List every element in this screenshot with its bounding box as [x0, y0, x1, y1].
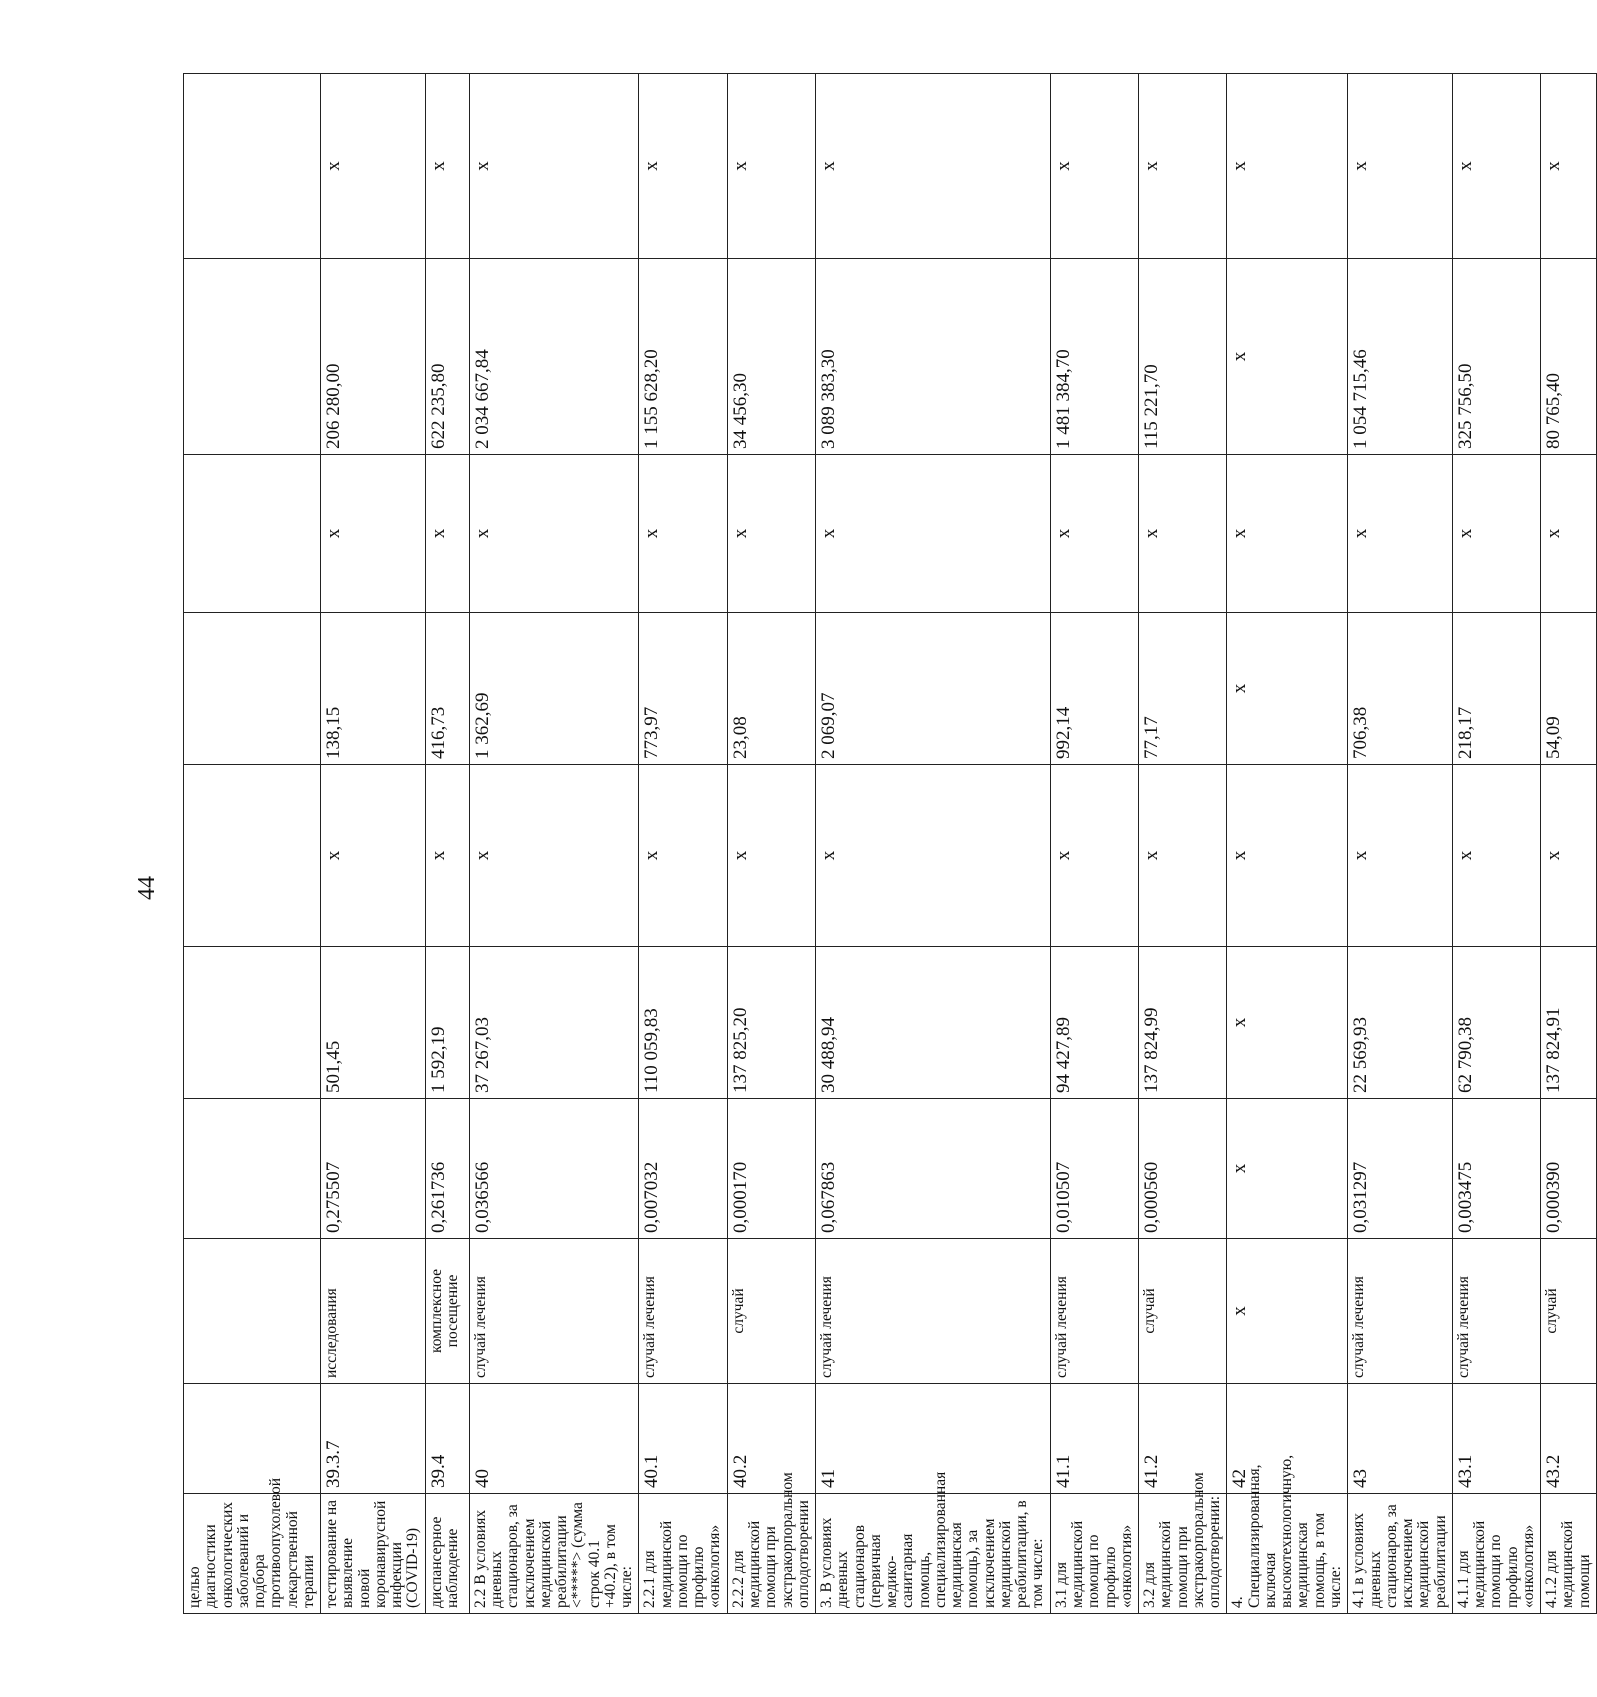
col-7-cell: х [1227, 613, 1348, 765]
col-9-cell: 80 765,40 [1541, 259, 1597, 455]
unit-cell [184, 1239, 321, 1384]
row-number-cell: 39.4 [425, 1384, 469, 1494]
col-9-cell: 3 089 383,30 [816, 259, 1051, 455]
table-row [184, 74, 321, 1614]
col-8-cell: х [1227, 455, 1348, 613]
col-9-cell: х [1227, 259, 1348, 455]
table-row [1227, 74, 1348, 1614]
unit-cell: случай лечения [469, 1239, 639, 1384]
col-8-cell: х [1452, 455, 1540, 613]
table-row [469, 74, 639, 1614]
row-name-cell: 4.1 в условиях дневных стационаров, за исключением медицинской реабилитации [1348, 1494, 1453, 1614]
col-10-cell: х [425, 74, 469, 259]
col-8-cell: х [1139, 455, 1227, 613]
col-8-cell: х [469, 455, 639, 613]
col-8-cell: х [1541, 455, 1597, 613]
col-8-cell: х [1348, 455, 1453, 613]
col-8-cell: х [321, 455, 426, 613]
unit-cell: исследования [321, 1239, 426, 1384]
col-7-cell: 992,14 [1050, 613, 1138, 765]
col-7-cell: 1 362,69 [469, 613, 639, 765]
cost-per-unit-cell: 22 569,93 [1348, 947, 1453, 1099]
col-6-cell: х [469, 765, 639, 947]
cost-per-unit-cell: 1 592,19 [425, 947, 469, 1099]
data-table [183, 73, 1597, 1614]
col-10-cell: х [1541, 74, 1597, 259]
row-number-cell [184, 1384, 321, 1494]
row-number-cell: 43.1 [1452, 1384, 1540, 1494]
cost-per-unit-cell: х [1227, 947, 1348, 1099]
page-number: 44 [134, 876, 160, 900]
col-7-cell: 54,09 [1541, 613, 1597, 765]
col-6-cell: х [727, 765, 815, 947]
col-9-cell: 1 054 715,46 [1348, 259, 1453, 455]
col-9-cell: 622 235,80 [425, 259, 469, 455]
row-name-cell: 4.1.2 для медицинской помощи [1541, 1494, 1597, 1614]
unit-cell: случай лечения [816, 1239, 1051, 1384]
row-name-cell: тестирование на выявление новой коронавирусной инфекции (COVID-19) [321, 1494, 426, 1614]
col-7-cell: 218,17 [1452, 613, 1540, 765]
row-number-cell: 41.2 [1139, 1384, 1227, 1494]
col-6-cell: х [639, 765, 727, 947]
standard-cell: 0,261736 [425, 1099, 469, 1239]
table-row [727, 74, 815, 1614]
row-name-cell: 4.1.1 для медицинской помощи по профилю «онкология» [1452, 1494, 1540, 1614]
table-row [1348, 74, 1453, 1614]
standard-cell [184, 1099, 321, 1239]
standard-cell: 0,000560 [1139, 1099, 1227, 1239]
standard-cell: 0,031297 [1348, 1099, 1453, 1239]
col-7-cell: 77,17 [1139, 613, 1227, 765]
table-row [1541, 74, 1597, 1614]
unit-cell: случай лечения [1452, 1239, 1540, 1384]
row-number-cell: 43.2 [1541, 1384, 1597, 1494]
col-8-cell: х [639, 455, 727, 613]
col-10-cell: х [469, 74, 639, 259]
col-9-cell: 115 221,70 [1139, 259, 1227, 455]
table-row [321, 74, 426, 1614]
row-number-cell: 42 [1227, 1384, 1348, 1494]
table-row [1050, 74, 1138, 1614]
cost-per-unit-cell: 137 824,91 [1541, 947, 1597, 1099]
row-number-cell: 43 [1348, 1384, 1453, 1494]
col-8-cell [184, 455, 321, 613]
row-number-cell: 40.2 [727, 1384, 815, 1494]
col-10-cell [184, 74, 321, 259]
cost-per-unit-cell [184, 947, 321, 1099]
cost-per-unit-cell: 110 059,83 [639, 947, 727, 1099]
col-7-cell: 138,15 [321, 613, 426, 765]
col-6-cell: х [1050, 765, 1138, 947]
col-9-cell: 1 155 628,20 [639, 259, 727, 455]
col-6-cell: х [425, 765, 469, 947]
col-10-cell: х [1452, 74, 1540, 259]
col-10-cell: х [1348, 74, 1453, 259]
col-9-cell: 325 756,50 [1452, 259, 1540, 455]
unit-cell: случай лечения [1348, 1239, 1453, 1384]
col-9-cell: 206 280,00 [321, 259, 426, 455]
col-6-cell: х [1348, 765, 1453, 947]
cost-per-unit-cell: 137 825,20 [727, 947, 815, 1099]
unit-cell: комплексное посещение [425, 1239, 469, 1384]
col-9-cell [184, 259, 321, 455]
standard-cell: 0,003475 [1452, 1099, 1540, 1239]
col-6-cell: х [321, 765, 426, 947]
row-name-cell: 3.1 для медицинской помощи по профилю «онкология» [1050, 1494, 1138, 1614]
table-row [639, 74, 727, 1614]
row-number-cell: 39.3.7 [321, 1384, 426, 1494]
standard-cell: 0,275507 [321, 1099, 426, 1239]
row-name-cell: 2.2 В условиях дневных стационаров, за исключением медицинской реабилитации <*****> (сумма строк 40.1 +40.2), в том числе: [469, 1494, 639, 1614]
table-row [816, 74, 1051, 1614]
col-6-cell: х [1452, 765, 1540, 947]
row-number-cell: 40.1 [639, 1384, 727, 1494]
col-9-cell: 1 481 384,70 [1050, 259, 1138, 455]
cost-per-unit-cell: 30 488,94 [816, 947, 1051, 1099]
col-10-cell: х [1050, 74, 1138, 259]
col-10-cell: х [321, 74, 426, 259]
unit-cell: случай [1139, 1239, 1227, 1384]
col-7-cell: 23,08 [727, 613, 815, 765]
cost-per-unit-cell: 501,45 [321, 947, 426, 1099]
row-name-cell: 2.2.1 для медицинской помощи по профилю «онкология» [639, 1494, 727, 1614]
col-6-cell: х [816, 765, 1051, 947]
col-9-cell: 34 456,30 [727, 259, 815, 455]
cost-per-unit-cell: 37 267,03 [469, 947, 639, 1099]
row-number-cell: 41 [816, 1384, 1051, 1494]
table-row [1452, 74, 1540, 1614]
col-9-cell: 2 034 667,84 [469, 259, 639, 455]
col-10-cell: х [1227, 74, 1348, 259]
col-10-cell: х [727, 74, 815, 259]
col-7-cell: 416,73 [425, 613, 469, 765]
table-row [1139, 74, 1227, 1614]
cost-per-unit-cell: 137 824,99 [1139, 947, 1227, 1099]
unit-cell: случай лечения [639, 1239, 727, 1384]
col-10-cell: х [816, 74, 1051, 259]
col-6-cell: х [1139, 765, 1227, 947]
row-name-cell: 3. В условиях дневных стационаров (первичная медико-санитарная помощь, специализированная медицинская помощь), за исключением медицинской реабилитации, в том числе: [816, 1494, 1051, 1614]
unit-cell: случай лечения [1050, 1239, 1138, 1384]
standard-cell: 0,000390 [1541, 1099, 1597, 1239]
row-number-cell: 41.1 [1050, 1384, 1138, 1494]
row-name-cell: 4. Специализированная, включая высокотехнологичную, медицинская помощь, в том числе: [1227, 1494, 1348, 1614]
row-name-cell: 3.2 для медицинской помощи при экстракорпоральном оплодотворении: [1139, 1494, 1227, 1614]
standard-cell: 0,067863 [816, 1099, 1051, 1239]
col-6-cell: х [1541, 765, 1597, 947]
unit-cell: х [1227, 1239, 1348, 1384]
cost-per-unit-cell: 62 790,38 [1452, 947, 1540, 1099]
standard-cell: 0,036566 [469, 1099, 639, 1239]
col-8-cell: х [816, 455, 1051, 613]
row-number-cell: 40 [469, 1384, 639, 1494]
standard-cell: х [1227, 1099, 1348, 1239]
col-7-cell [184, 613, 321, 765]
col-8-cell: х [1050, 455, 1138, 613]
col-8-cell: х [727, 455, 815, 613]
standard-cell: 0,010507 [1050, 1099, 1138, 1239]
row-name-cell: диспансерное наблюдение [425, 1494, 469, 1614]
standard-cell: 0,007032 [639, 1099, 727, 1239]
col-10-cell: х [639, 74, 727, 259]
col-7-cell: 2 069,07 [816, 613, 1051, 765]
col-6-cell: х [1227, 765, 1348, 947]
rotated-table-container [183, 74, 1593, 1614]
standard-cell: 0,000170 [727, 1099, 815, 1239]
row-name-cell: целью диагностики онкологических заболеваний и подбора противоопухолевой лекарственной терапии [184, 1494, 321, 1614]
col-10-cell: х [1139, 74, 1227, 259]
unit-cell: случай [1541, 1239, 1597, 1384]
cost-per-unit-cell: 94 427,89 [1050, 947, 1138, 1099]
row-name-cell: 2.2.2 для медицинской помощи при экстракорпоральном оплодотворении [727, 1494, 815, 1614]
col-6-cell [184, 765, 321, 947]
unit-cell: случай [727, 1239, 815, 1384]
table-row [425, 74, 469, 1614]
table-body [184, 74, 1597, 1614]
col-7-cell: 773,97 [639, 613, 727, 765]
col-8-cell: х [425, 455, 469, 613]
col-7-cell: 706,38 [1348, 613, 1453, 765]
